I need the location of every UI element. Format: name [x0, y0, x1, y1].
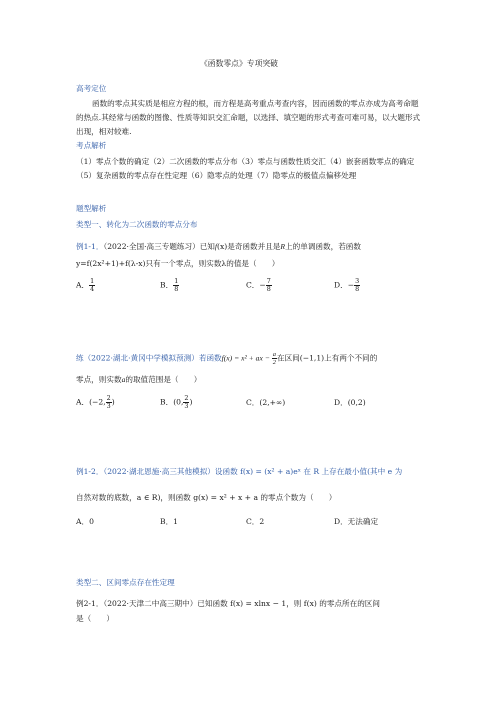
practice-line1: 练（2022·湖北·黄冈中学模拟预测）若函数f(x) = x² + ax − $\frac{a}{2}$ 在区间(−1,1)上有两个不同的 — [76, 351, 378, 366]
example-1-2-option-a: A．0 — [76, 517, 94, 526]
example-1-2-option-b: B．1 — [160, 517, 179, 526]
practice-option-a: A．(−2, $\frac{2}{3}$ ) — [76, 394, 115, 410]
page-title: 《函数零点》专项突破 — [200, 59, 278, 68]
example-2-1-line2: 是（ ） — [76, 614, 114, 623]
example-1-2-line1: 例1-2．（2022·湖北恩施·高三其他模拟）设函数 f(x) = (x² + a)eˣ 在 R 上存在最小值(其中 e 为 — [76, 467, 403, 476]
example-1-2-option-c: C．2 — [246, 517, 265, 526]
example-1-1-option-c: C．− $\frac{7}{8}$ — [246, 277, 271, 293]
example-1-1-line2: y=f(2x²+1)+f(λ-x)只有一个零点，则实数λ的值是（ ） — [76, 259, 280, 268]
type-one-heading: 类型一、转化为二次函数的零点分布 — [76, 220, 198, 229]
type-two-heading: 类型二、区间零点存在性定理 — [76, 578, 175, 587]
practice-line2: 零点，则实数a的取值范围是（ ） — [76, 375, 202, 384]
example-1-2-line2: 自然对数的底数，a ∈ R)，则函数 g(x) = x² + x + a 的零点个数为（ ） — [76, 493, 337, 502]
practice-option-b: B．(0, $\frac{2}{3}$ ) — [160, 394, 193, 410]
example-1-2-option-d: D．无法确定 — [334, 517, 379, 526]
example-2-1-line1: 例2-1．（2022·天津二中高三期中）已知函数 f(x) = xlnx − 1，则 f(x) 的零点所在的区间 — [76, 599, 380, 608]
example-1-1-label: 例1-1． — [76, 242, 104, 251]
example-1-1-option-a: A． $\frac{1}{4}$ — [76, 277, 95, 293]
example-1-1-option-d: D．− $\frac{3}{8}$ — [334, 277, 360, 293]
practice-option-c: C．(2,+∞) — [246, 398, 286, 407]
section-heading-positioning: 高考定位 — [76, 84, 107, 93]
practice-option-d: D．(0,2) — [334, 398, 366, 407]
section-heading-question-types: 题型解析 — [76, 204, 107, 213]
example-1-1-option-b: B． $\frac{1}{8}$ — [160, 277, 179, 293]
section-heading-analysis: 考点解析 — [76, 141, 107, 150]
positioning-paragraph: 函数的零点其实质是相应方程的根，而方程是高考重点考查内容，因而函数的零点亦成为高考命题的热点.其经常与函数的图像、性质等知识交汇命题，以选择、填空题的形式考查可难可易，以大题形式出现，相对较难. — [76, 99, 421, 136]
analysis-paragraph: （1）零点个数的确定（2）二次函数的零点分布（3）零点与函数性质交汇（4）嵌套函数零点的确定（5）复杂函数的零点存在性定理（6）隐零点的处理（7）隐零点的极值点偏移处理 — [76, 157, 415, 180]
example-1-1-line1: 例1-1．（2022·全国·高三专题练习）已知f(x)是奇函数并且是R上的单调函数，若函数 — [76, 242, 361, 251]
